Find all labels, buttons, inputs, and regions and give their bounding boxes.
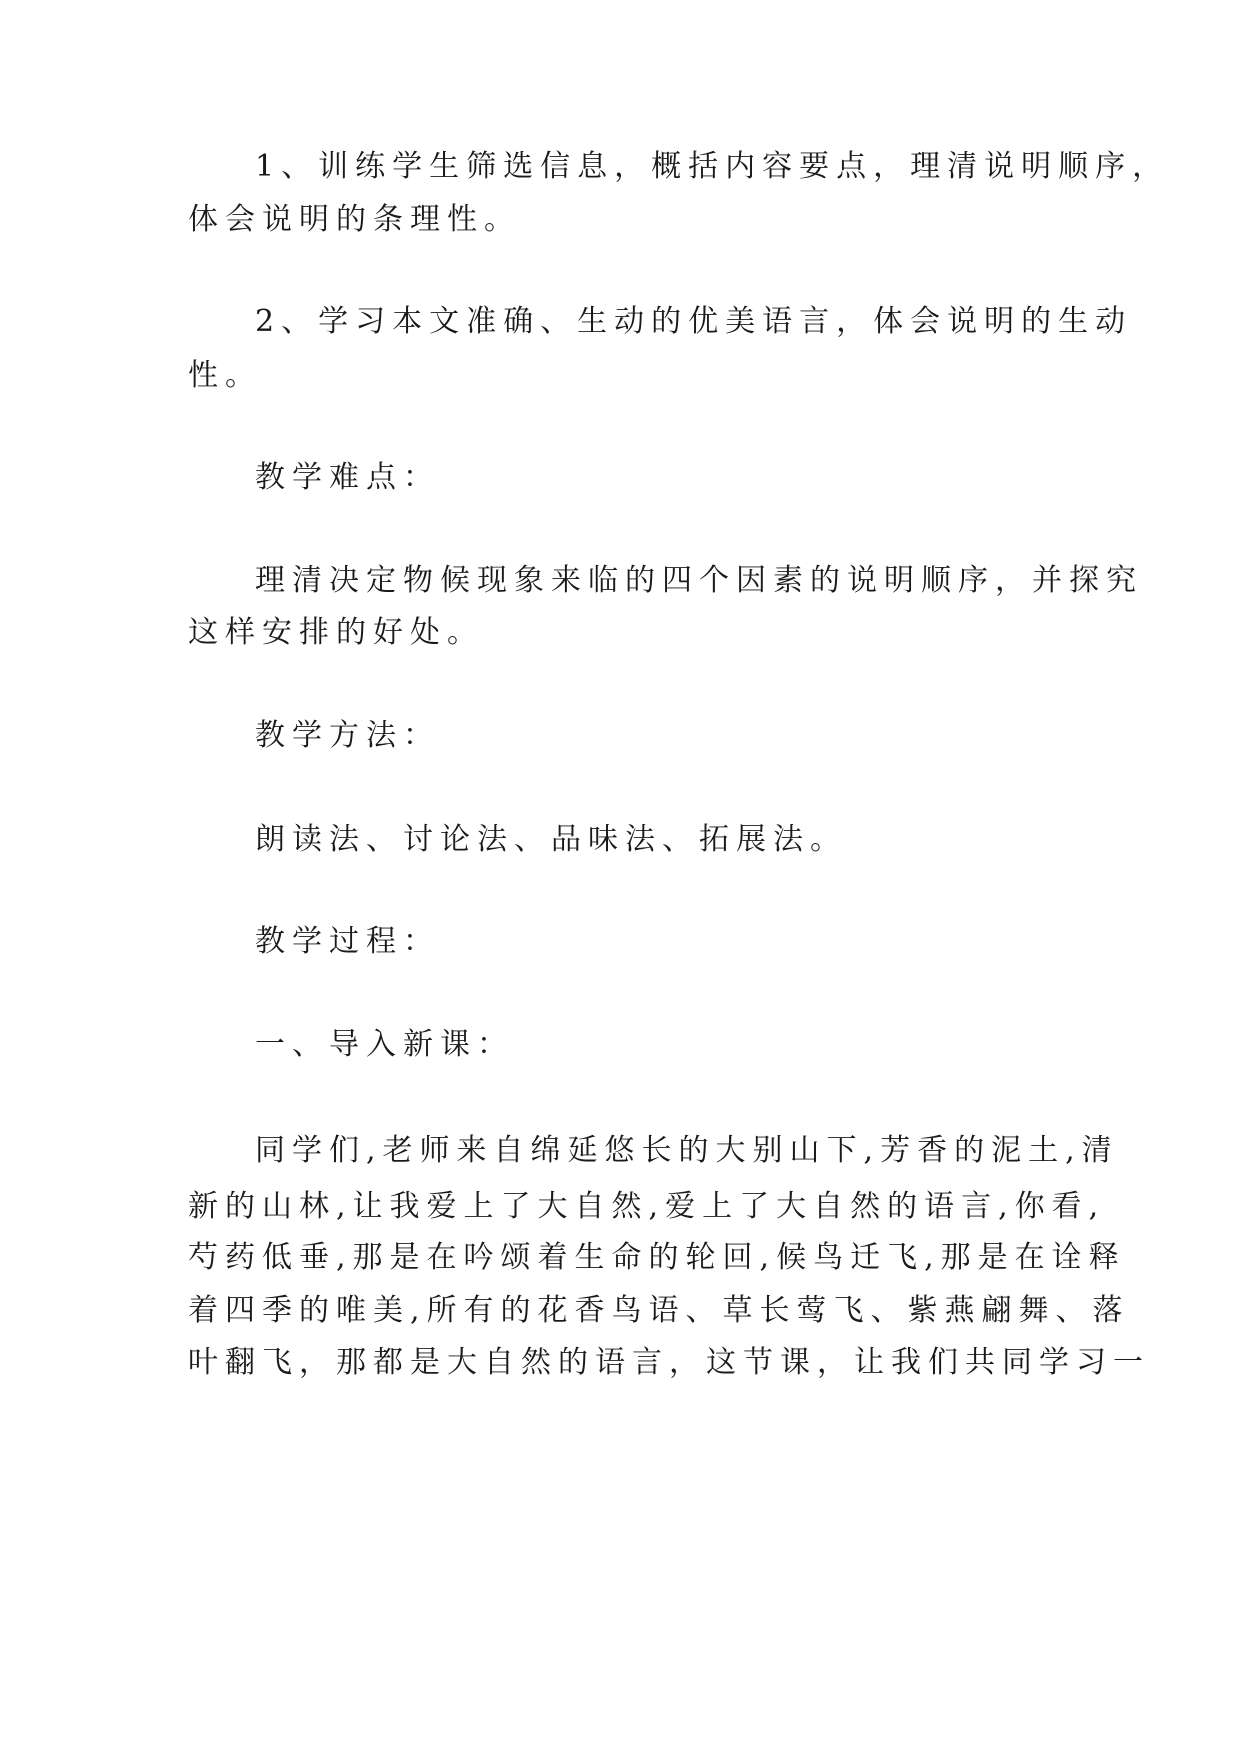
text-line: 体会说明的条理性。: [188, 202, 521, 237]
text-line: 2、学习本文准确、生动的优美语言，体会说明的生动: [255, 304, 1133, 339]
text-line: 同学们,老师来自绵延悠长的大别山下,芳香的泥土,清: [255, 1133, 1119, 1168]
text-line: 1、训练学生筛选信息，概括内容要点，理清说明顺序，: [255, 149, 1170, 184]
text-line: 朗读法、讨论法、品味法、拓展法。: [255, 822, 847, 857]
text-line: 新的山林,让我爱上了大自然,爱上了大自然的语言,你看,: [188, 1189, 1106, 1224]
section-heading: 一、导入新课：: [255, 1027, 514, 1062]
text-line: 叶翻飞，那都是大自然的语言，这节课，让我们共同学习一: [188, 1345, 1150, 1380]
section-heading: 教学难点：: [255, 460, 440, 495]
text-line: 这样安排的好处。: [188, 615, 484, 650]
section-heading: 教学方法：: [255, 718, 440, 753]
text-line: 着四季的唯美,所有的花香鸟语、草长莺飞、紫燕翩舞、落: [188, 1293, 1130, 1328]
text-line: 性。: [188, 358, 262, 393]
section-heading: 教学过程：: [255, 924, 440, 959]
text-line: 理清决定物候现象来临的四个因素的说明顺序，并探究: [255, 563, 1143, 598]
text-line: 芍药低垂,那是在吟颂着生命的轮回,候鸟迁飞,那是在诠释: [188, 1240, 1126, 1275]
